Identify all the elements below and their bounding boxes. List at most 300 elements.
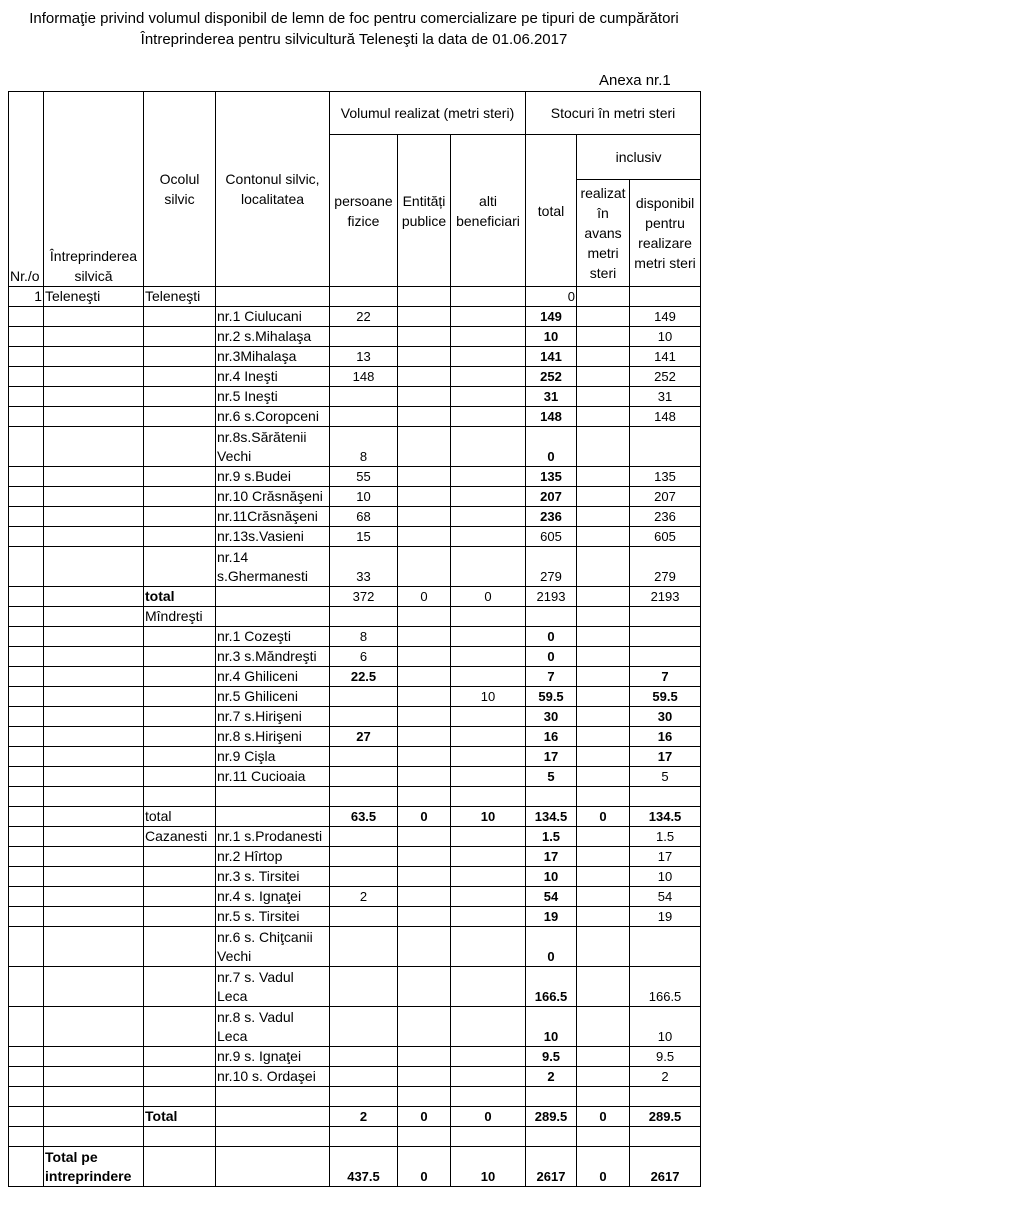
cell-stock-total: 59.5 — [526, 687, 577, 707]
cell-persons — [330, 767, 398, 787]
cell-available: 149 — [630, 307, 701, 327]
cell-available: 7 — [630, 667, 701, 687]
cell-advance: 0 — [577, 1107, 630, 1127]
cell-available: 16 — [630, 727, 701, 747]
cell-stock-total: 605 — [526, 527, 577, 547]
cell-nr — [9, 887, 44, 907]
cell-persons — [330, 747, 398, 767]
cell-canton: nr.1 Cozeşti — [216, 627, 330, 647]
cell-advance — [577, 387, 630, 407]
cell-enterprise — [44, 507, 144, 527]
header-stocks-group: Stocuri în metri steri — [526, 92, 701, 135]
cell-others — [451, 407, 526, 427]
cell-canton: nr.7 s.Hirişeni — [216, 707, 330, 727]
table-row — [9, 787, 701, 807]
cell-nr — [9, 827, 44, 847]
table-row — [9, 527, 701, 547]
cell-canton: nr.9 Cişla — [216, 747, 330, 767]
cell-canton: nr.9 s.Budei — [216, 467, 330, 487]
cell-others — [451, 767, 526, 787]
cell-public — [398, 647, 451, 667]
table-row — [9, 1107, 701, 1127]
header-canton: Contonul silvic, localitatea — [216, 92, 330, 287]
cell-enterprise — [44, 307, 144, 327]
cell-others — [451, 707, 526, 727]
table-row — [9, 847, 701, 867]
table-row — [9, 367, 701, 387]
cell-advance — [577, 527, 630, 547]
cell-canton: nr.1 Ciulucani — [216, 307, 330, 327]
cell-persons: 55 — [330, 467, 398, 487]
cell-others — [451, 847, 526, 867]
cell-stock-total: 207 — [526, 487, 577, 507]
cell-public: 0 — [398, 1147, 451, 1187]
cell-ocol — [144, 767, 216, 787]
cell-enterprise — [44, 747, 144, 767]
table-row — [9, 667, 701, 687]
cell-advance — [577, 867, 630, 887]
header-nr: Nr./o — [9, 92, 44, 287]
cell-persons: 22 — [330, 307, 398, 327]
cell-advance — [577, 327, 630, 347]
cell-advance — [577, 667, 630, 687]
table-row — [9, 307, 701, 327]
cell-nr — [9, 587, 44, 607]
cell-others — [451, 627, 526, 647]
cell-public: 0 — [398, 587, 451, 607]
cell-canton: nr.8 s. Vadul Leca — [216, 1007, 330, 1047]
cell-stock-total: 141 — [526, 347, 577, 367]
cell-canton: nr.5 Ineşti — [216, 387, 330, 407]
cell-public: 0 — [398, 1107, 451, 1127]
cell-nr — [9, 1047, 44, 1067]
cell-available: 166.5 — [630, 967, 701, 1007]
cell-persons — [330, 1127, 398, 1147]
cell-canton: nr.4 s. Ignaţei — [216, 887, 330, 907]
cell-ocol — [144, 927, 216, 967]
cell-enterprise — [44, 927, 144, 967]
cell-persons — [330, 787, 398, 807]
cell-canton: nr.6 s.Coropceni — [216, 407, 330, 427]
cell-stock-total: 0 — [526, 287, 577, 307]
cell-others — [451, 1007, 526, 1047]
cell-others: 0 — [451, 1107, 526, 1127]
cell-canton: nr.9 s. Ignaţei — [216, 1047, 330, 1067]
cell-public — [398, 1007, 451, 1047]
cell-persons: 15 — [330, 527, 398, 547]
cell-canton: nr.10 s. Ordaşei — [216, 1067, 330, 1087]
cell-public — [398, 427, 451, 467]
cell-public — [398, 607, 451, 627]
cell-nr — [9, 907, 44, 927]
cell-available — [630, 607, 701, 627]
cell-stock-total: 279 — [526, 547, 577, 587]
cell-others — [451, 367, 526, 387]
cell-advance: 0 — [577, 1147, 630, 1187]
cell-persons: 148 — [330, 367, 398, 387]
cell-others: 10 — [451, 1147, 526, 1187]
cell-stock-total: 7 — [526, 667, 577, 687]
cell-persons — [330, 927, 398, 967]
cell-enterprise — [44, 707, 144, 727]
cell-ocol — [144, 387, 216, 407]
cell-available: 236 — [630, 507, 701, 527]
cell-public — [398, 347, 451, 367]
cell-stock-total: 289.5 — [526, 1107, 577, 1127]
cell-canton: nr.2 Hîrtop — [216, 847, 330, 867]
cell-ocol — [144, 687, 216, 707]
cell-enterprise — [44, 527, 144, 547]
table-row — [9, 607, 701, 627]
cell-stock-total — [526, 1087, 577, 1107]
table-row — [9, 347, 701, 367]
cell-ocol — [144, 327, 216, 347]
cell-persons — [330, 387, 398, 407]
cell-canton: nr.14 s.Ghermanesti — [216, 547, 330, 587]
cell-advance — [577, 347, 630, 367]
cell-nr — [9, 867, 44, 887]
cell-others — [451, 1127, 526, 1147]
cell-nr — [9, 807, 44, 827]
cell-persons: 2 — [330, 1107, 398, 1127]
cell-enterprise — [44, 767, 144, 787]
cell-persons: 33 — [330, 547, 398, 587]
table-row — [9, 887, 701, 907]
cell-available: 10 — [630, 867, 701, 887]
cell-public — [398, 767, 451, 787]
cell-stock-total: 10 — [526, 1007, 577, 1047]
cell-canton: nr.4 Ineşti — [216, 367, 330, 387]
cell-public — [398, 827, 451, 847]
cell-ocol — [144, 347, 216, 367]
firewood-volume-table — [8, 91, 701, 1187]
cell-advance — [577, 927, 630, 967]
cell-nr — [9, 427, 44, 467]
cell-nr — [9, 847, 44, 867]
cell-persons: 6 — [330, 647, 398, 667]
cell-others — [451, 327, 526, 347]
cell-others — [451, 1067, 526, 1087]
table-row — [9, 927, 701, 967]
cell-available: 9.5 — [630, 1047, 701, 1067]
cell-others — [451, 967, 526, 1007]
cell-persons — [330, 907, 398, 927]
cell-enterprise — [44, 587, 144, 607]
cell-canton — [216, 587, 330, 607]
cell-advance — [577, 507, 630, 527]
cell-available: 1.5 — [630, 827, 701, 847]
cell-canton — [216, 607, 330, 627]
cell-public — [398, 487, 451, 507]
report-title-line1: Informaţie privind volumul disponibil de lemn de foc pentru comercializare pe tipuri de cumpărători — [29, 10, 679, 27]
cell-public — [398, 707, 451, 727]
cell-stock-total: 166.5 — [526, 967, 577, 1007]
cell-enterprise — [44, 787, 144, 807]
cell-advance — [577, 767, 630, 787]
cell-stock-total: 134.5 — [526, 807, 577, 827]
cell-stock-total: 0 — [526, 927, 577, 967]
table-row — [9, 807, 701, 827]
cell-nr — [9, 1007, 44, 1047]
cell-persons: 8 — [330, 427, 398, 467]
cell-advance — [577, 547, 630, 587]
cell-advance — [577, 467, 630, 487]
cell-available: 289.5 — [630, 1107, 701, 1127]
cell-enterprise — [44, 547, 144, 587]
table-row — [9, 627, 701, 647]
cell-nr — [9, 327, 44, 347]
cell-advance — [577, 967, 630, 1007]
cell-available: 2617 — [630, 1147, 701, 1187]
cell-available: 135 — [630, 467, 701, 487]
cell-available — [630, 287, 701, 307]
cell-canton — [216, 287, 330, 307]
cell-persons — [330, 407, 398, 427]
cell-public — [398, 367, 451, 387]
cell-others — [451, 727, 526, 747]
cell-nr — [9, 727, 44, 747]
cell-public — [398, 1127, 451, 1147]
cell-nr — [9, 547, 44, 587]
table-row — [9, 487, 701, 507]
cell-nr — [9, 747, 44, 767]
cell-persons: 437.5 — [330, 1147, 398, 1187]
cell-available: 134.5 — [630, 807, 701, 827]
cell-public — [398, 407, 451, 427]
cell-others: 10 — [451, 687, 526, 707]
table-row — [9, 427, 701, 467]
cell-ocol: Cazanesti — [144, 827, 216, 847]
cell-stock-total: 1.5 — [526, 827, 577, 847]
cell-enterprise — [44, 727, 144, 747]
cell-available: 605 — [630, 527, 701, 547]
cell-stock-total: 0 — [526, 627, 577, 647]
cell-others — [451, 907, 526, 927]
header-total: total — [526, 135, 577, 287]
cell-enterprise — [44, 1007, 144, 1047]
cell-public — [398, 507, 451, 527]
cell-enterprise — [44, 627, 144, 647]
cell-available: 10 — [630, 1007, 701, 1047]
cell-available: 17 — [630, 747, 701, 767]
cell-enterprise — [44, 647, 144, 667]
cell-ocol — [144, 847, 216, 867]
cell-canton — [216, 787, 330, 807]
cell-advance — [577, 487, 630, 507]
cell-canton: nr.3 s. Tirsitei — [216, 867, 330, 887]
cell-advance — [577, 727, 630, 747]
cell-public — [398, 967, 451, 1007]
cell-stock-total: 19 — [526, 907, 577, 927]
cell-enterprise — [44, 1107, 144, 1127]
cell-ocol — [144, 1007, 216, 1047]
cell-others: 10 — [451, 807, 526, 827]
cell-ocol — [144, 707, 216, 727]
cell-nr — [9, 787, 44, 807]
cell-advance — [577, 747, 630, 767]
cell-enterprise — [44, 807, 144, 827]
table-row — [9, 1047, 701, 1067]
cell-canton: nr.1 s.Prodanesti — [216, 827, 330, 847]
cell-others — [451, 787, 526, 807]
cell-nr: 1 — [9, 287, 44, 307]
cell-available: 141 — [630, 347, 701, 367]
header-persons: persoane fizice — [330, 135, 398, 287]
cell-enterprise — [44, 347, 144, 367]
cell-persons — [330, 827, 398, 847]
table-row — [9, 867, 701, 887]
header-others: alti beneficiari — [451, 135, 526, 287]
cell-others — [451, 507, 526, 527]
cell-advance — [577, 367, 630, 387]
cell-advance — [577, 287, 630, 307]
cell-ocol — [144, 507, 216, 527]
cell-ocol — [144, 747, 216, 767]
cell-ocol — [144, 1047, 216, 1067]
cell-available: 148 — [630, 407, 701, 427]
cell-public — [398, 1067, 451, 1087]
cell-nr — [9, 647, 44, 667]
cell-others — [451, 667, 526, 687]
cell-persons: 27 — [330, 727, 398, 747]
cell-ocol — [144, 487, 216, 507]
cell-stock-total: 17 — [526, 747, 577, 767]
header-public: Entități publice — [398, 135, 451, 287]
cell-ocol — [144, 727, 216, 747]
cell-enterprise — [44, 467, 144, 487]
cell-stock-total: 5 — [526, 767, 577, 787]
cell-enterprise — [44, 687, 144, 707]
table-row — [9, 1087, 701, 1107]
cell-public — [398, 1087, 451, 1107]
cell-advance — [577, 1047, 630, 1067]
cell-available: 54 — [630, 887, 701, 907]
cell-advance — [577, 307, 630, 327]
cell-nr — [9, 667, 44, 687]
table-row — [9, 1007, 701, 1047]
cell-ocol — [144, 1067, 216, 1087]
cell-ocol — [144, 1127, 216, 1147]
cell-stock-total: 10 — [526, 327, 577, 347]
cell-public — [398, 847, 451, 867]
report-title-line2: Întreprinderea pentru silvicultură Teleneşti la data de 01.06.2017 — [140, 31, 568, 48]
cell-ocol — [144, 667, 216, 687]
cell-canton — [216, 1127, 330, 1147]
cell-persons: 372 — [330, 587, 398, 607]
cell-ocol — [144, 307, 216, 327]
cell-public — [398, 787, 451, 807]
cell-advance — [577, 1127, 630, 1147]
cell-canton: nr.13s.Vasieni — [216, 527, 330, 547]
cell-ocol — [144, 887, 216, 907]
cell-public — [398, 627, 451, 647]
cell-available: 252 — [630, 367, 701, 387]
table-row — [9, 687, 701, 707]
cell-others — [451, 747, 526, 767]
cell-others — [451, 887, 526, 907]
cell-others — [451, 927, 526, 967]
cell-others — [451, 1087, 526, 1107]
cell-canton — [216, 1147, 330, 1187]
cell-stock-total: 2617 — [526, 1147, 577, 1187]
cell-persons: 63.5 — [330, 807, 398, 827]
cell-others — [451, 287, 526, 307]
cell-ocol: total — [144, 587, 216, 607]
cell-stock-total: 16 — [526, 727, 577, 747]
cell-others — [451, 527, 526, 547]
cell-enterprise — [44, 847, 144, 867]
table-row — [9, 287, 701, 307]
cell-others — [451, 347, 526, 367]
table-row — [9, 907, 701, 927]
cell-advance — [577, 587, 630, 607]
cell-ocol — [144, 647, 216, 667]
table-row — [9, 327, 701, 347]
cell-stock-total: 135 — [526, 467, 577, 487]
cell-enterprise — [44, 887, 144, 907]
cell-advance — [577, 627, 630, 647]
cell-nr — [9, 467, 44, 487]
cell-ocol — [144, 407, 216, 427]
cell-others — [451, 607, 526, 627]
table-row — [9, 1147, 701, 1187]
cell-available: 5 — [630, 767, 701, 787]
cell-persons: 13 — [330, 347, 398, 367]
cell-nr — [9, 767, 44, 787]
cell-stock-total — [526, 787, 577, 807]
cell-stock-total: 10 — [526, 867, 577, 887]
cell-nr — [9, 307, 44, 327]
cell-advance — [577, 607, 630, 627]
cell-public — [398, 387, 451, 407]
cell-enterprise — [44, 407, 144, 427]
table-row — [9, 647, 701, 667]
cell-canton: nr.6 s. Chiţcanii Vechi — [216, 927, 330, 967]
cell-ocol: Mîndreşti — [144, 607, 216, 627]
cell-nr — [9, 367, 44, 387]
cell-persons — [330, 327, 398, 347]
annex-label: Anexa nr.1 — [599, 72, 671, 89]
cell-public — [398, 747, 451, 767]
table-row — [9, 587, 701, 607]
cell-others — [451, 467, 526, 487]
cell-available: 19 — [630, 907, 701, 927]
cell-persons: 22.5 — [330, 667, 398, 687]
header-advance: realizat în avans metri steri — [577, 180, 630, 287]
cell-stock-total: 31 — [526, 387, 577, 407]
cell-ocol — [144, 787, 216, 807]
cell-advance — [577, 1067, 630, 1087]
header-volume-group: Volumul realizat (metri steri) — [330, 92, 526, 135]
cell-persons — [330, 847, 398, 867]
cell-public — [398, 867, 451, 887]
cell-nr — [9, 1127, 44, 1147]
cell-others — [451, 487, 526, 507]
cell-nr — [9, 1087, 44, 1107]
cell-others — [451, 307, 526, 327]
cell-persons — [330, 287, 398, 307]
cell-nr — [9, 707, 44, 727]
table-row — [9, 507, 701, 527]
cell-enterprise — [44, 667, 144, 687]
cell-advance — [577, 687, 630, 707]
cell-advance — [577, 787, 630, 807]
cell-nr — [9, 627, 44, 647]
cell-available: 59.5 — [630, 687, 701, 707]
cell-stock-total: 0 — [526, 427, 577, 467]
cell-ocol — [144, 367, 216, 387]
cell-available: 30 — [630, 707, 701, 727]
